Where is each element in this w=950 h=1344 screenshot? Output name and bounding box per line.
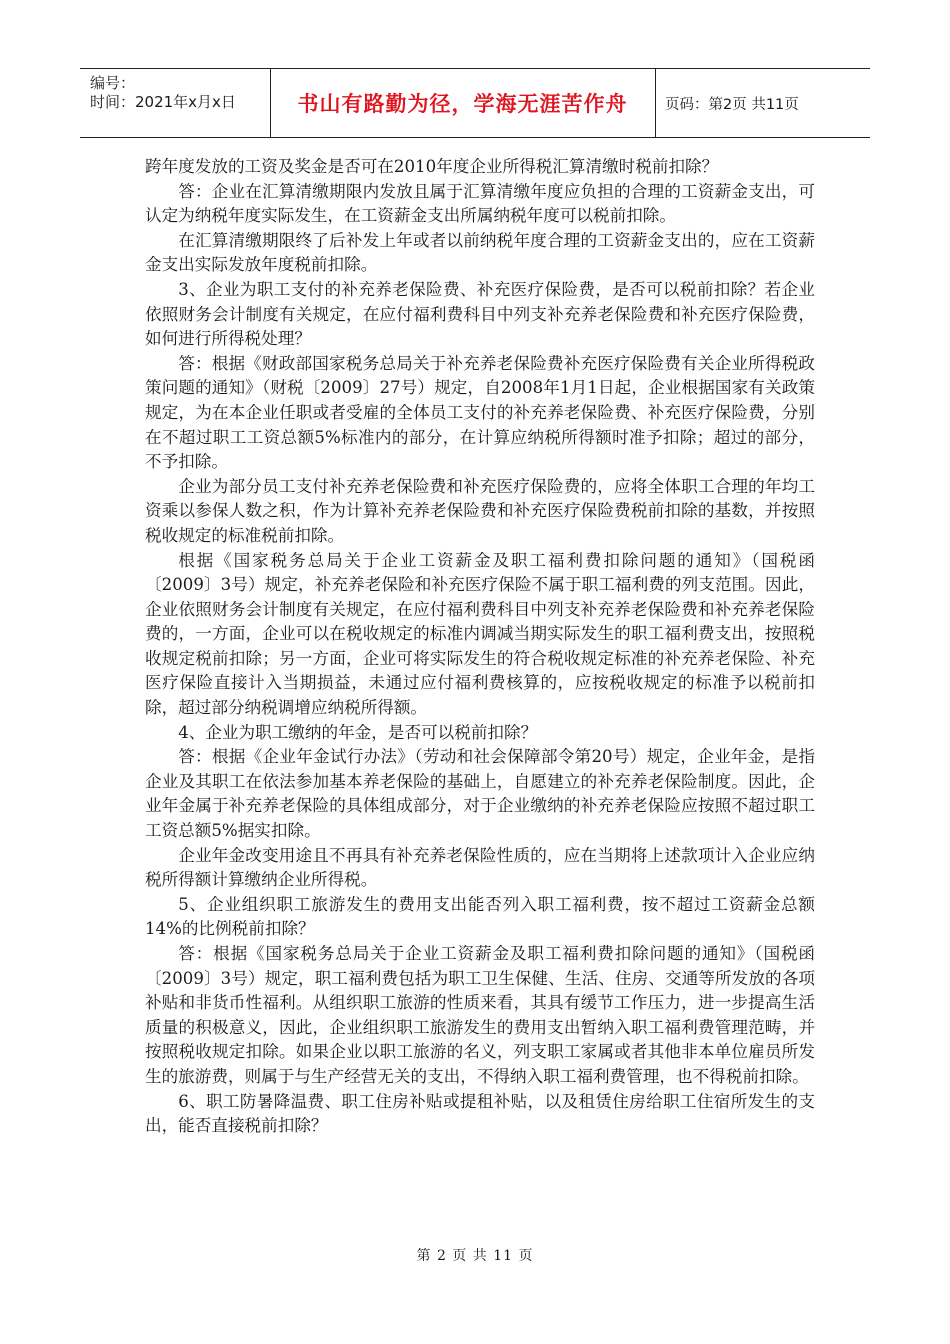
header-motto-cell bbox=[270, 69, 656, 137]
body-paragraph: 企业年金改变用途且不再具有补充养老保险性质的，应在当期将上述款项计入企业应纳税所得额计算缴纳企业所得税。 bbox=[145, 845, 815, 890]
body-paragraph: 企业为部分员工支付补充养老保险费和补充医疗保险费的，应将全体职工合理的年均工资乘以参保人数之积，作为计算补充养老保险费和补充医疗保险费税前扣除的基数，并按照税收规定的标准税前扣除。 bbox=[145, 476, 815, 545]
document-number-label: 编号： bbox=[90, 74, 136, 92]
header-page-cell bbox=[655, 69, 870, 137]
document-body bbox=[145, 155, 815, 1139]
page-header bbox=[80, 68, 870, 138]
body-paragraph: 答：根据《企业年金试行办法》（劳动和社会保障部令第20号）规定，企业年金，是指企业及其职工在依法参加基本养老保险的基础上，自愿建立的补充养老保险制度。因此，企业年金属于补充养老保险的具体组成部分，对于企业缴纳的补充养老保险应按照不超过职工工资总额5%据实扣除。 bbox=[145, 747, 815, 841]
body-paragraph: 6、职工防暑降温费、职工住房补贴或提租补贴，以及租赁住房给职工住宿所发生的支出，能否直接税前扣除？ bbox=[145, 1091, 815, 1136]
document-time-label: 时间：2021年x月x日 bbox=[90, 93, 236, 111]
body-paragraph: 跨年度发放的工资及奖金是否可在2010年度企业所得税汇算清缴时税前扣除？ bbox=[145, 157, 719, 176]
header-motto: 书山有路勤为径，学海无涯苦作舟 bbox=[297, 92, 628, 116]
header-meta bbox=[80, 69, 271, 137]
body-paragraph: 5、企业组织职工旅游发生的费用支出能否列入职工福利费，按不超过工资薪金总额14%的比例税前扣除？ bbox=[145, 894, 815, 939]
body-paragraph: 4、企业为职工缴纳的年金，是否可以税前扣除？ bbox=[178, 722, 538, 742]
body-paragraph: 在汇算清缴期限终了后补发上年或者以前纳税年度合理的工资薪金支出的，应在工资薪金支出实际发放年度税前扣除。 bbox=[145, 230, 815, 275]
body-paragraph: 3、企业为职工支付的补充养老保险费、补充医疗保险费，是否可以税前扣除？若企业依照财务会计制度有关规定，在应付福利费科目中列支补充养老保险费和补充医疗保险费，如何进行所得税处理？ bbox=[145, 279, 815, 349]
body-paragraph: 答：企业在汇算清缴期限内发放且属于汇算清缴年度应负担的合理的工资薪金支出，可认定为纳税年度实际发生，在工资薪金支出所属纳税年度可以税前扣除。 bbox=[145, 181, 815, 226]
header-page-number: 页码：第2页 共11页 bbox=[665, 96, 799, 113]
body-paragraph: 根据《国家税务总局关于企业工资薪金及职工福利费扣除问题的通知》（国税函〔2009〕3号）规定，补充养老保险和补充医疗保险不属于职工福利费的列支范围。因此，企业依照财务会计制度有关规定，在应付福利费科目中列支补充养老保险费和补充养老保险费的，一方面，企业可以在税收规定的标准内调减当期实际发生的职工福利费支出，按照税收规定税前扣除；另一方面，企业可将实际发生的符合税收规定标准的补充养老保险、补充医疗保险直接计入当期损益，未通过应付福利费核算的，应按税收规定的标准予以税前扣除，超过部分纳税调增应纳税所得额。 bbox=[145, 550, 815, 718]
body-paragraph: 答：根据《国家税务总局关于企业工资薪金及职工福利费扣除问题的通知》（国税函〔2009〕3号）规定，职工福利费包括为职工卫生保健、生活、住房、交通等所发放的各项补贴和非货币性福利。从组织职工旅游的性质来看，其具有缓节工作压力，进一步提高生活质量的积极意义，因此，企业组织职工旅游发生的费用支出暂纳入职工福利费管理范畴，并按照税收规定扣除。如果企业以职工旅游的名义，列支职工家属或者其他非本单位雇员所发生的旅游费，则属于与生产经营无关的支出，不得纳入职工福利费管理，也不得税前扣除。 bbox=[145, 944, 815, 1086]
body-paragraph: 答：根据《财政部国家税务总局关于补充养老保险费补充医疗保险费有关企业所得税政策问题的通知》（财税〔2009〕27号）规定，自2008年1月1日起，企业根据国家有关政策规定，为在本企业任职或者受雇的全体员工支付的补充养老保险费、补充医疗保险费，分别在不超过职工工资总额5%标准内的部分，在计算应纳税所得额时准予扣除；超过的部分，不予扣除。 bbox=[145, 353, 815, 472]
page-footer: 第 2 页 共 11 页 bbox=[416, 1248, 534, 1264]
